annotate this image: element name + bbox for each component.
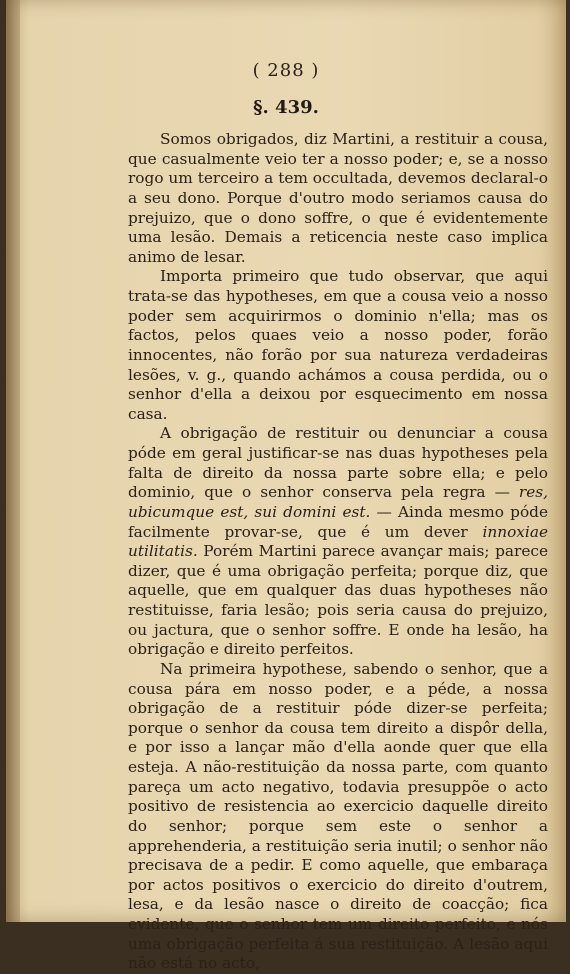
italic-phrase: innoxiae utilitatis. <box>128 522 548 561</box>
paragraph <box>128 660 548 974</box>
paragraph <box>128 130 548 267</box>
page-number: ( 288 ) <box>252 60 320 81</box>
text-run: Porém Martini parece avançar mais; parece dizer, que é uma obrigação perfeita; porque diz, que aquelle, que em qualquer das duas hypotheses não restituisse, faria lesão; pois seria causa do prejuizo, ou jactura, que o senhor soffre. E onde ha lesão, ha obrigação e direito perfeitos. <box>128 542 548 659</box>
text-run: Somos obrigados, diz Martini, a restituir a cousa, que casualmente veio ter a nosso poder; e, se a nosso rogo um terceiro a tem occultada, devemos declaral-o a seu dono. Porque d'outro modo seriamos causa do prejuizo, que o dono soffre, o que é evidentemente uma lesão. Demais a reticencia neste caso implica animo de lesar. <box>128 130 548 266</box>
section-heading: §. 439. <box>253 97 319 118</box>
italic-phrase: res, ubicumque est, sui domini est. <box>128 483 548 521</box>
page-gutter-shadow <box>6 0 20 922</box>
paragraph <box>128 267 548 424</box>
text-run: — Ainda mesmo póde facilmente provar-se, que é um dever <box>128 502 548 541</box>
paragraph <box>128 424 548 660</box>
text-run: A obrigação de restituir ou denunciar a cousa póde em geral justificar-se nas duas hypotheses pela falta de direito da nossa parte sobre ella; e pelo dominio, que o senhor conserva pela regra — <box>128 424 548 502</box>
text-run: Na primeira hypothese, sabendo o senhor, que a cousa pára em nosso poder, e a péde, a nossa obrigação de a restituir póde dizer-se perfeita; porque o senhor da cousa tem direito a dispôr della, e por isso a lançar mão d'ella aonde quer que ella esteja. A não-restituição da nossa parte, com quanto pareça um acto negativo, todavia presuppõe o acto positivo de resistencia ao exercicio daquelle direito do senhor; porque sem este o senhor a apprehenderia, a restituição seria inutil; o senhor não precisava de a pedir. E como aquelle, que embaraça por actos positivos o exercicio do direito d'outrem, lesa, e da lesão nasce o direito de coacção; fica evidente, que o senhor tem um direito perfeito, e nós uma obrigação perfeita á sua restituição. A lesão aqui não está no acto, <box>128 659 548 973</box>
body-text <box>128 130 548 974</box>
book-page <box>6 0 566 973</box>
text-run: Importa primeiro que tudo observar, que aqui trata-se das hypotheses, em que a cousa veio a nosso poder sem acquirirmos o dominio n'ella; mas os factos, pelos quaes veio a nosso poder, forão innocentes, não forão por sua natureza verdadeiras lesões, v. g., quando achámos a cousa perdida, ou o senhor d'ella a deixou por esquecimento em nossa casa. <box>128 267 548 423</box>
